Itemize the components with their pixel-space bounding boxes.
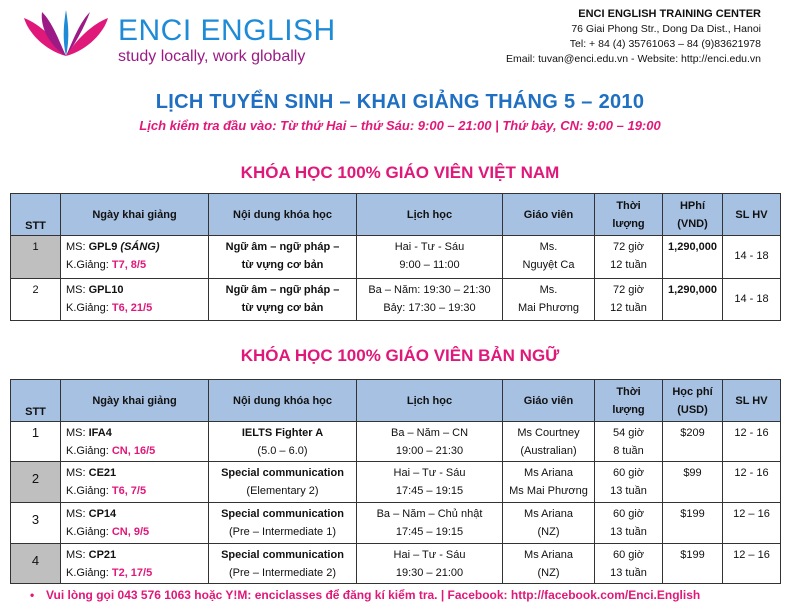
fee-cell — [663, 462, 723, 503]
content-line1: Ngữ âm – ngữ pháp – — [225, 284, 340, 296]
fee-cell — [663, 503, 723, 544]
open-book-icon — [22, 10, 110, 60]
duration-cell — [595, 236, 663, 279]
col-header-start-date: Ngày khai giảng — [61, 194, 209, 236]
course-code-note: (SÁNG) — [117, 241, 160, 253]
teacher-line2: (NZ) — [537, 526, 560, 538]
brand-name: ENCI ENGLISH — [118, 14, 336, 47]
footer-text[interactable]: Vui lòng gọi 043 576 1063 hoặc Y!M: enciclasses để đăng kí kiểm tra. | Facebook: http://facebook.com/Enci.English — [46, 588, 701, 602]
fee-cell — [663, 236, 723, 279]
col-header-teacher: Giáo viên — [503, 194, 595, 236]
start-date: T7, 8/5 — [111, 259, 147, 271]
start-date-cell — [61, 544, 209, 584]
col-header-stt: STT — [11, 194, 61, 236]
duration-hours: 60 giờ — [612, 549, 645, 561]
duration-weeks: 13 tuần — [610, 485, 647, 497]
col-header-content: Nội dung khóa học — [209, 380, 357, 422]
class-size-value: 12 – 16 — [733, 508, 770, 520]
content-line1: Special communication — [221, 549, 344, 561]
class-size-cell — [723, 422, 781, 462]
duration-header-line2: lượng — [612, 217, 645, 230]
content-line1: Special communication — [221, 508, 344, 520]
duration-header-line1: Thời — [616, 385, 641, 398]
section-title-native-teachers: KHÓA HỌC 100% GIÁO VIÊN BẢN NGỮ — [240, 346, 560, 365]
duration-hours: 60 giờ — [612, 467, 645, 479]
code-label: MS: — [66, 549, 89, 561]
course-code: CP14 — [88, 508, 117, 520]
duration-weeks: 13 tuần — [610, 526, 647, 538]
content-cell — [209, 503, 357, 544]
class-size-value: 14 - 18 — [734, 293, 769, 305]
native-teacher-course-table — [10, 379, 781, 584]
start-date: T6, 7/5 — [111, 485, 147, 497]
col-header-duration — [595, 194, 663, 236]
test-schedule-subtitle: Lịch kiểm tra đầu vào: Từ thứ Hai – thứ Sáu: 9:00 – 21:00 | Thứ bảy, CN: 9:00 – 19:00 — [139, 118, 661, 133]
start-label: K.Giảng: — [66, 485, 112, 497]
table-header-row — [11, 380, 781, 422]
schedule-cell — [357, 462, 503, 503]
content-line2: (Pre – Intermediate 1) — [229, 526, 336, 538]
course-code: CP21 — [88, 549, 117, 561]
vietnamese-teacher-course-table — [10, 193, 781, 321]
class-size-value: 12 - 16 — [734, 427, 769, 439]
duration-weeks: 13 tuần — [610, 567, 647, 579]
teacher-line1: Ms Courtney — [517, 427, 580, 439]
duration-weeks: 12 tuần — [610, 259, 647, 271]
teacher-line2: (Australian) — [520, 445, 577, 457]
start-date: T2, 17/5 — [111, 567, 153, 579]
row-number: 1 — [11, 422, 61, 462]
center-address: 76 Giai Phong Str., Dong Da Dist., Hanoi — [571, 23, 761, 35]
schedule-line1: Hai - Tư - Sáu — [394, 241, 465, 253]
course-code: GPL10 — [88, 284, 124, 296]
duration-hours: 60 giờ — [612, 508, 645, 520]
schedule-cell — [357, 544, 503, 584]
row-number: 1 — [11, 236, 61, 279]
teacher-line1: Ms Ariana — [524, 467, 573, 479]
content-line2: từ vựng cơ bản — [241, 259, 324, 271]
table-row — [11, 503, 781, 544]
fee-value: 1,290,000 — [668, 241, 717, 253]
duration-cell — [595, 544, 663, 584]
duration-weeks: 12 tuần — [610, 302, 647, 314]
teacher-cell — [503, 503, 595, 544]
fee-header-line2: (USD) — [677, 403, 708, 416]
content-line2: (5.0 – 6.0) — [257, 445, 308, 457]
content-cell — [209, 422, 357, 462]
duration-header-line1: Thời — [616, 199, 641, 212]
start-date-cell — [61, 422, 209, 462]
content-line2: (Elementary 2) — [246, 485, 319, 497]
code-label: MS: — [66, 508, 89, 520]
teacher-line2: (NZ) — [537, 567, 560, 579]
start-date: T6, 21/5 — [111, 302, 153, 314]
start-label: K.Giảng: — [66, 445, 112, 457]
start-label: K.Giảng: — [66, 259, 112, 271]
class-size-value: 14 - 18 — [734, 250, 769, 262]
duration-cell — [595, 503, 663, 544]
start-date-cell — [61, 462, 209, 503]
teacher-line1: Ms Ariana — [524, 508, 573, 520]
course-code: CE21 — [88, 467, 117, 479]
fee-value: $209 — [680, 427, 705, 439]
page-title: LỊCH TUYỂN SINH – KHAI GIẢNG THÁNG 5 – 2010 — [155, 91, 645, 113]
col-header-class-size: SL HV — [723, 194, 781, 236]
duration-hours: 72 giờ — [612, 241, 645, 253]
teacher-cell — [503, 422, 595, 462]
schedule-line2: 19:30 – 21:00 — [395, 567, 464, 579]
col-header-class-size: SL HV — [723, 380, 781, 422]
duration-hours: 54 giờ — [612, 427, 645, 439]
class-size-value: 12 – 16 — [733, 549, 770, 561]
col-header-duration — [595, 380, 663, 422]
fee-header-line2: (VND) — [677, 217, 708, 230]
class-size-cell — [723, 462, 781, 503]
center-phone: Tel: + 84 (4) 35761063 – 84 (9)83621978 — [569, 38, 761, 50]
schedule-line1: Hai – Tư - Sáu — [393, 467, 466, 479]
row-number: 2 — [11, 279, 61, 321]
fee-value: 1,290,000 — [668, 284, 717, 296]
start-date-cell — [61, 503, 209, 544]
start-date-cell — [61, 279, 209, 321]
code-label: MS: — [66, 427, 89, 439]
bullet-icon: • — [30, 588, 35, 602]
teacher-cell — [503, 236, 595, 279]
center-name: ENCI ENGLISH TRAINING CENTER — [578, 8, 761, 20]
code-label: MS: — [66, 241, 89, 253]
duration-cell — [595, 462, 663, 503]
class-size-value: 12 - 16 — [734, 467, 769, 479]
duration-cell — [595, 279, 663, 321]
schedule-cell — [357, 422, 503, 462]
teacher-line2: Nguyệt Ca — [522, 259, 575, 271]
row-number: 2 — [11, 462, 61, 503]
code-label: MS: — [66, 284, 89, 296]
start-label: K.Giảng: — [66, 302, 112, 314]
table-row — [11, 462, 781, 503]
start-date: CN, 16/5 — [111, 445, 156, 457]
duration-hours: 72 giờ — [612, 284, 645, 296]
content-cell — [209, 279, 357, 321]
col-header-fee — [663, 380, 723, 422]
class-size-cell — [723, 544, 781, 584]
schedule-cell — [357, 503, 503, 544]
schedule-line1: Ba – Năm: 19:30 – 21:30 — [368, 284, 491, 296]
table-row — [11, 422, 781, 462]
content-line1: Special communication — [221, 467, 344, 479]
course-code: GPL9 — [88, 241, 118, 253]
teacher-cell — [503, 462, 595, 503]
fee-value: $199 — [680, 549, 705, 561]
content-line2: từ vựng cơ bản — [241, 302, 324, 314]
code-label: MS: — [66, 467, 89, 479]
fee-cell — [663, 422, 723, 462]
col-header-schedule: Lịch học — [357, 380, 503, 422]
brand-tagline: study locally, work globally — [118, 48, 306, 65]
teacher-cell — [503, 544, 595, 584]
content-line2: (Pre – Intermediate 2) — [229, 567, 336, 579]
fee-value: $199 — [680, 508, 705, 520]
col-header-fee — [663, 194, 723, 236]
table-row — [11, 544, 781, 584]
teacher-line1: Ms Ariana — [524, 549, 573, 561]
duration-weeks: 8 tuần — [613, 445, 644, 457]
schedule-line1: Ba – Năm – CN — [390, 427, 469, 439]
course-code: IFA4 — [88, 427, 112, 439]
class-size-cell — [723, 279, 781, 321]
col-header-start-date: Ngày khai giảng — [61, 380, 209, 422]
teacher-line2: Ms Mai Phương — [509, 485, 588, 497]
fee-value: $99 — [683, 467, 702, 479]
schedule-cell — [357, 236, 503, 279]
start-label: K.Giảng: — [66, 567, 112, 579]
section-title-vietnamese-teachers: KHÓA HỌC 100% GIÁO VIÊN VIỆT NAM — [240, 163, 560, 182]
start-label: K.Giảng: — [66, 526, 112, 538]
teacher-line2: Mai Phương — [517, 302, 580, 314]
schedule-line2: 19:00 – 21:30 — [395, 445, 464, 457]
start-date: CN, 9/5 — [111, 526, 150, 538]
table-row — [11, 279, 781, 321]
col-header-teacher: Giáo viên — [503, 380, 595, 422]
content-cell — [209, 236, 357, 279]
content-cell — [209, 462, 357, 503]
table-row — [11, 236, 781, 279]
schedule-cell — [357, 279, 503, 321]
start-date-cell — [61, 236, 209, 279]
teacher-line1: Ms. — [539, 241, 558, 253]
content-line1: IELTS Fighter A — [241, 427, 324, 439]
table-header-row — [11, 194, 781, 236]
col-header-content: Nội dung khóa học — [209, 194, 357, 236]
schedule-line2: Bảy: 17:30 – 19:30 — [383, 302, 476, 314]
col-header-stt: STT — [11, 380, 61, 422]
row-number: 4 — [11, 544, 61, 584]
teacher-line1: Ms. — [539, 284, 558, 296]
fee-cell — [663, 279, 723, 321]
fee-cell — [663, 544, 723, 584]
center-email-website: Email: tuvan@enci.edu.vn - Website: http://enci.edu.vn — [505, 53, 761, 65]
fee-header-line1: Học phí — [672, 385, 713, 398]
duration-cell — [595, 422, 663, 462]
fee-header-line1: HPhí — [679, 199, 706, 212]
teacher-cell — [503, 279, 595, 321]
center-contact-block — [461, 7, 761, 67]
content-line1: Ngữ âm – ngữ pháp – — [225, 241, 340, 253]
schedule-line1: Hai – Tư - Sáu — [393, 549, 466, 561]
schedule-line1: Ba – Năm – Chủ nhật — [376, 508, 483, 520]
content-cell — [209, 544, 357, 584]
schedule-line2: 17:45 – 19:15 — [395, 526, 464, 538]
schedule-line2: 17:45 – 19:15 — [395, 485, 464, 497]
row-number: 3 — [11, 503, 61, 544]
schedule-line2: 9:00 – 11:00 — [399, 259, 460, 271]
duration-header-line2: lượng — [612, 403, 645, 416]
class-size-cell — [723, 236, 781, 279]
col-header-schedule: Lịch học — [357, 194, 503, 236]
enci-logo — [22, 10, 336, 66]
class-size-cell — [723, 503, 781, 544]
footer-contact-note — [30, 588, 700, 602]
